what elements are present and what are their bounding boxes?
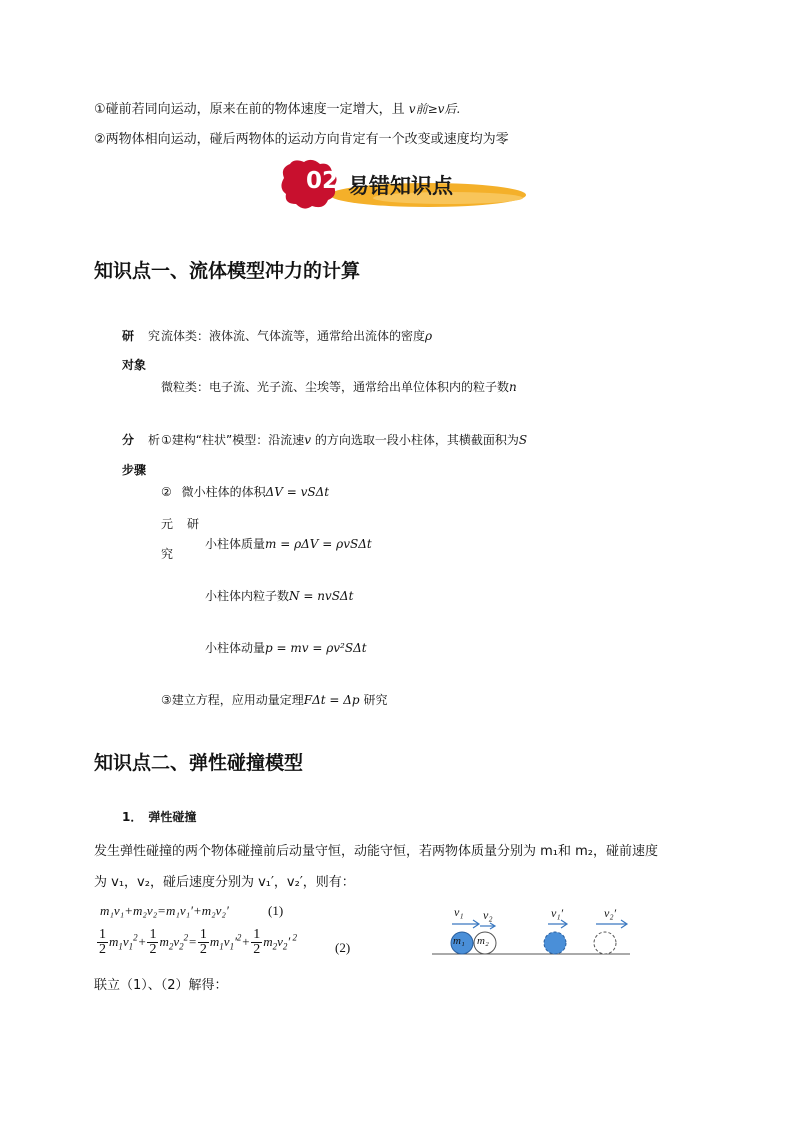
label-m1: m₁ — [453, 935, 465, 947]
conclusion-line: 联立（1）、（2）解得： — [94, 978, 228, 993]
mass-formula: m = ρΔV = ρvSΔt — [265, 537, 372, 551]
label-v1-prime: v₁′ — [551, 906, 564, 920]
momentum-formula: p = mv = ρv²SΔt — [265, 641, 367, 655]
obj-label-b: 究 — [148, 329, 161, 343]
ball-m2-after — [594, 932, 616, 954]
section2-subheading: 1． 弹性碰撞 — [122, 810, 197, 824]
section2-para-2: 为 v₁，v₂，碰后速度分别为 v₁′，v₂′，则有： — [94, 875, 355, 890]
obj-label-c: 对象 — [122, 358, 147, 372]
count-formula: N = nvSΔt — [289, 589, 354, 603]
unit-label-b: 研 — [187, 517, 200, 531]
frac-half: $\frac{1}{2}$ — [253, 927, 261, 957]
section2-heading: 知识点二、弹性碰撞模型 — [94, 752, 304, 774]
intro-formula: v前≥v后. — [408, 102, 461, 116]
step1-line: ①建构“柱状”模型：沿流速v 的方向选取一段小柱体，其横截面积为S — [161, 433, 528, 447]
equation-1-number: (1) — [268, 903, 284, 918]
intro-line-1: ①碰前若同向运动，原来在前的物体速度一定增大，且 v前≥v后. — [94, 102, 461, 117]
obj-label-a: 研 — [122, 329, 135, 343]
fluid-line: 流体类：液体流、气体流等，通常给出流体的密度ρ — [161, 329, 433, 343]
step3-line: ③建立方程，应用动量定理FΔt = Δp 研究 — [161, 693, 388, 707]
intro-line-2: ②两物体相向运动，碰后两物体的运动方向肯定有一个改变或速度均为零 — [94, 132, 509, 147]
ball-m1-after — [544, 932, 566, 954]
banner-number: 02 — [306, 168, 339, 194]
section1-heading: 知识点一、流体模型冲力的计算 — [94, 260, 361, 282]
frac-half: $\frac{1}{2}$ — [99, 927, 106, 957]
section-banner — [278, 158, 528, 212]
banner-title: 易错知识点 — [348, 174, 453, 198]
momentum-line: 小柱体动量p = mv = ρv²SΔt — [205, 641, 367, 655]
equation-1: m₁v₁+m₂v₂=m₁v₁′+m₂v₂′ — [100, 903, 229, 918]
steps-label-c: 步骤 — [122, 463, 147, 477]
particle-line: 微粒类：电子流、光子流、尘埃等，通常给出单位体积内的粒子数n — [161, 380, 517, 394]
label-v1: v₁ — [454, 905, 464, 919]
steps-label-a: 分 — [122, 433, 135, 447]
frac-half: $\frac{1}{2}$ — [199, 927, 207, 957]
unit-label-c: 究 — [161, 547, 174, 561]
volume-formula: ΔV = vSΔt — [265, 485, 330, 499]
frac-half: $\frac{1}{2}$ — [149, 927, 157, 957]
impulse-formula: FΔt = Δp — [303, 693, 360, 707]
label-v2: v₂ — [483, 908, 493, 922]
mass-line: 小柱体质量m = ρΔV = ρvSΔt — [205, 537, 372, 551]
section2-para-1: 发生弹性碰撞的两个物体碰撞前后动量守恒，动能守恒，若两物体质量分别为 m₁和 m₂，碰前速度 — [94, 844, 659, 859]
step2-line: ② 微小柱体的体积ΔV = vSΔt — [161, 485, 330, 499]
label-m2: m₂ — [477, 935, 489, 947]
label-v2-prime: v₂′ — [604, 906, 617, 920]
particle-var: n — [509, 380, 517, 394]
unit-label-a: 元 — [161, 517, 174, 531]
collision-diagram — [430, 905, 635, 965]
equation-2-number: (2) — [335, 940, 351, 955]
equation-2: $\frac{1}{2}$ $m_1v_1^2+$ $\frac{1}{2}$ $m_2v_2^2=$ $\frac{1}{2}$ $m_1v_1'^2+$ $\frac{1}{2}$ $m_2v_2'$ $^2$ — [99, 927, 297, 957]
fluid-var: ρ — [425, 329, 433, 343]
steps-label-b: 析 — [148, 433, 161, 447]
count-line: 小柱体内粒子数N = nvSΔt — [205, 589, 354, 603]
